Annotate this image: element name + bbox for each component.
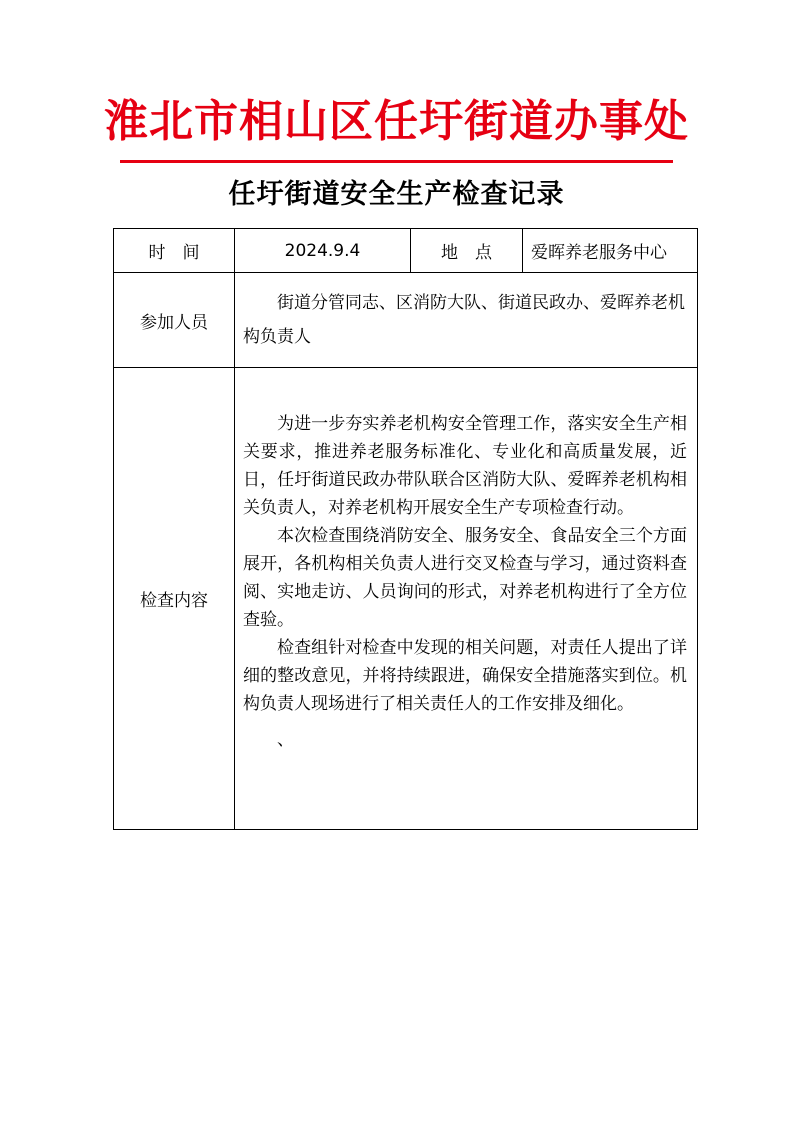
place-value: 爱晖养老服务中心 xyxy=(523,229,698,273)
content-paragraph: 本次检查围绕消防安全、服务安全、食品安全三个方面展开，各机构相关负责人进行交叉检查与学习，通过资料查阅、实地走访、人员询问的形式，对养老机构进行了全方位查验。 xyxy=(243,526,687,630)
inspection-record-table xyxy=(113,228,698,830)
place-label: 地 点 xyxy=(411,229,523,273)
content-cell xyxy=(235,368,698,830)
time-label: 时 间 xyxy=(114,229,235,273)
document-title: 任圩街道安全生产检查记录 xyxy=(228,179,565,210)
content-paragraph: 、 xyxy=(277,730,294,750)
header-divider xyxy=(120,160,673,163)
participants-label: 参加人员 xyxy=(114,273,235,368)
content-label: 检查内容 xyxy=(114,368,235,830)
time-place-row xyxy=(114,229,698,273)
participants-row xyxy=(114,273,698,368)
time-value: 2024.9.4 xyxy=(235,229,411,273)
participants-value: 街道分管同志、区消防大队、街道民政办、爱晖养老机构负责人 xyxy=(235,273,698,368)
content-paragraph: 为进一步夯实养老机构安全管理工作，落实安全生产相关要求，推进养老服务标准化、专业化和高质量发展，近日，任圩街道民政办带队联合区消防大队、爱晖养老机构相关负责人，对养老机构开展安全生产专项检查行动。 xyxy=(243,414,687,518)
organization-name: 淮北市相山区任圩街道办事处 xyxy=(104,96,689,147)
content-paragraph: 检查组针对检查中发现的相关问题，对责任人提出了详细的整改意见，并将持续跟进，确保安全措施落实到位。机构负责人现场进行了相关责任人的工作安排及细化。 xyxy=(243,638,687,714)
content-row xyxy=(114,368,698,830)
content-body xyxy=(243,368,687,754)
